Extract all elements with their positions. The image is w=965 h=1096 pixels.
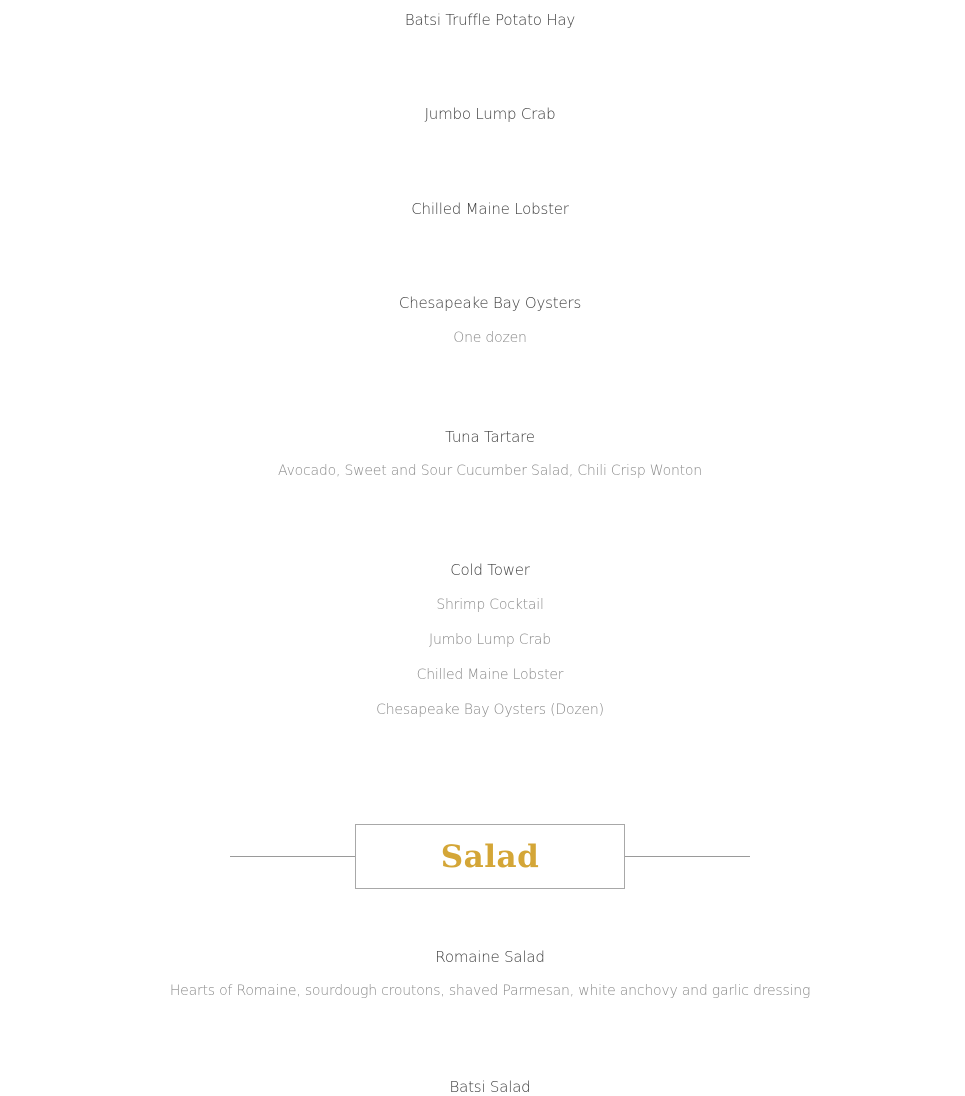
divider-line <box>625 856 750 857</box>
divider-line <box>230 856 355 857</box>
section-heading: Salad <box>440 838 540 875</box>
menu-item-title: Chilled Maine Lobster <box>411 200 569 218</box>
menu-item-title: Batsi Truffle Potato Hay <box>404 11 576 29</box>
menu-item-title: Tuna Tartare <box>445 428 535 446</box>
menu-sub-item: Shrimp Cocktail <box>436 597 544 613</box>
menu-item-title: Chesapeake Bay Oysters <box>398 294 582 312</box>
salad-section-header <box>230 824 750 889</box>
menu-item-description: One dozen <box>453 330 527 346</box>
menu-item-title: Cold Tower <box>450 561 530 579</box>
menu-item-title: Romaine Salad <box>435 948 545 966</box>
menu-item-description: Avocado, Sweet and Sour Cucumber Salad, Chili Crisp Wonton <box>278 463 702 479</box>
menu-item-title: Batsi Salad <box>449 1078 531 1096</box>
menu-item-title: Jumbo Lump Crab <box>424 105 556 123</box>
menu-item-description: Hearts of Romaine, sourdough croutons, shaved Parmesan, white anchovy and garlic dressing <box>169 983 811 999</box>
menu-sub-item: Jumbo Lump Crab <box>429 632 551 648</box>
section-heading-box <box>355 824 625 889</box>
menu-sub-item: Chilled Maine Lobster <box>416 667 564 683</box>
menu-sub-item: Chesapeake Bay Oysters (Dozen) <box>376 702 604 718</box>
